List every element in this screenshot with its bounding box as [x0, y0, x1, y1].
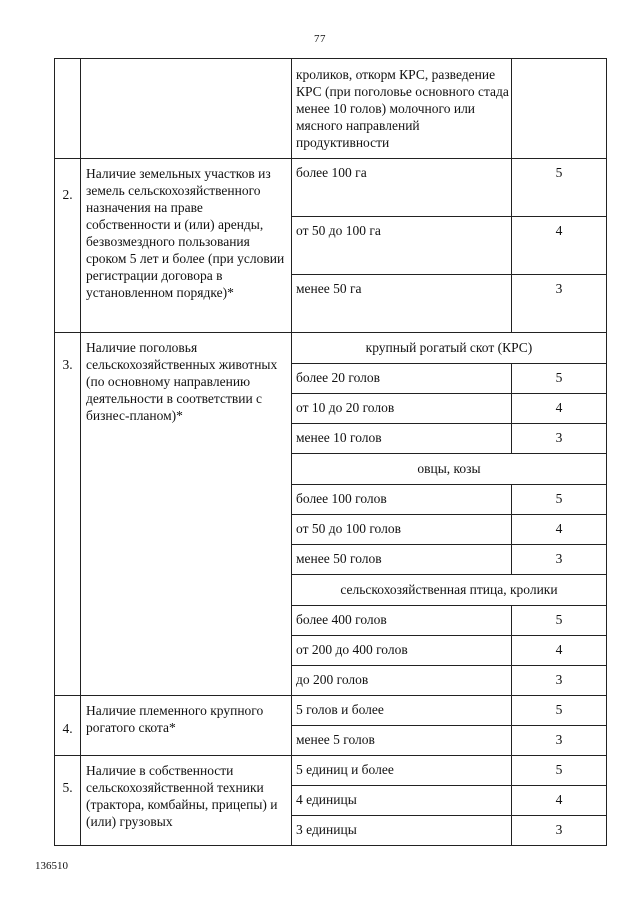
score-cell: 3 — [512, 726, 607, 756]
table-row — [55, 159, 607, 217]
score-cell: 3 — [512, 666, 607, 696]
criteria-table — [54, 58, 607, 846]
condition-cell: 5 голов и более — [292, 696, 512, 726]
table-row — [55, 59, 607, 159]
condition-cell: от 50 до 100 га — [292, 217, 512, 275]
condition-cell: от 200 до 400 голов — [292, 636, 512, 666]
row-number-cell: 4. — [55, 696, 81, 756]
score-cell: 5 — [512, 485, 607, 515]
condition-cell: более 100 голов — [292, 485, 512, 515]
condition-cell: более 100 га — [292, 159, 512, 217]
document-code: 136510 — [35, 860, 68, 872]
group-header-cell: крупный рогатый скот (КРС) — [292, 333, 607, 364]
criterion-cell: Наличие поголовья сельскохозяйственных животных (по основному направлению деятельности в соответствии с бизнес-планом)* — [81, 333, 292, 696]
condition-cell: от 10 до 20 голов — [292, 394, 512, 424]
group-header-cell: овцы, козы — [292, 454, 607, 485]
page-number: 77 — [314, 33, 326, 45]
condition-cell: 3 единицы — [292, 816, 512, 846]
condition-cell: более 20 голов — [292, 364, 512, 394]
condition-cell: менее 50 га — [292, 275, 512, 333]
condition-cell: до 200 голов — [292, 666, 512, 696]
row-number-cell: 3. — [55, 333, 81, 696]
score-cell: 5 — [512, 756, 607, 786]
criterion-cell: Наличие племенного крупного рогатого скота* — [81, 696, 292, 756]
score-cell: 5 — [512, 364, 607, 394]
score-cell: 3 — [512, 275, 607, 333]
condition-cell: более 400 голов — [292, 606, 512, 636]
score-cell: 3 — [512, 424, 607, 454]
score-cell: 5 — [512, 159, 607, 217]
score-cell: 3 — [512, 816, 607, 846]
score-cell: 4 — [512, 636, 607, 666]
table-row — [55, 696, 607, 726]
score-cell: 4 — [512, 786, 607, 816]
score-cell: 5 — [512, 696, 607, 726]
condition-cell: 4 единицы — [292, 786, 512, 816]
condition-cell: кроликов, откорм КРС, разведение КРС (при поголовье основного стада менее 10 голов) молочного или мясного направлений продуктивности — [292, 59, 512, 159]
score-cell: 4 — [512, 394, 607, 424]
table-row — [55, 756, 607, 786]
score-cell: 4 — [512, 217, 607, 275]
condition-cell: менее 10 голов — [292, 424, 512, 454]
table-row — [55, 333, 607, 364]
score-cell: 4 — [512, 515, 607, 545]
condition-cell: менее 50 голов — [292, 545, 512, 575]
criterion-cell: Наличие в собственности сельскохозяйственной техники (трактора, комбайны, прицепы) и (или) грузовых — [81, 756, 292, 846]
score-cell: 3 — [512, 545, 607, 575]
criterion-cell: Наличие земельных участков из земель сельскохозяйственного назначения на праве собственности и (или) аренды, безвозмездного пользования сроком 5 лет и более (при условии регистрации договора в установленном порядке)* — [81, 159, 292, 333]
score-cell — [512, 59, 607, 159]
score-cell: 5 — [512, 606, 607, 636]
criterion-cell — [81, 59, 292, 159]
row-number-cell: 5. — [55, 756, 81, 846]
row-number-cell: 2. — [55, 159, 81, 333]
condition-cell: от 50 до 100 голов — [292, 515, 512, 545]
condition-cell: 5 единиц и более — [292, 756, 512, 786]
row-number-cell — [55, 59, 81, 159]
group-header-cell: сельскохозяйственная птица, кролики — [292, 575, 607, 606]
condition-cell: менее 5 голов — [292, 726, 512, 756]
